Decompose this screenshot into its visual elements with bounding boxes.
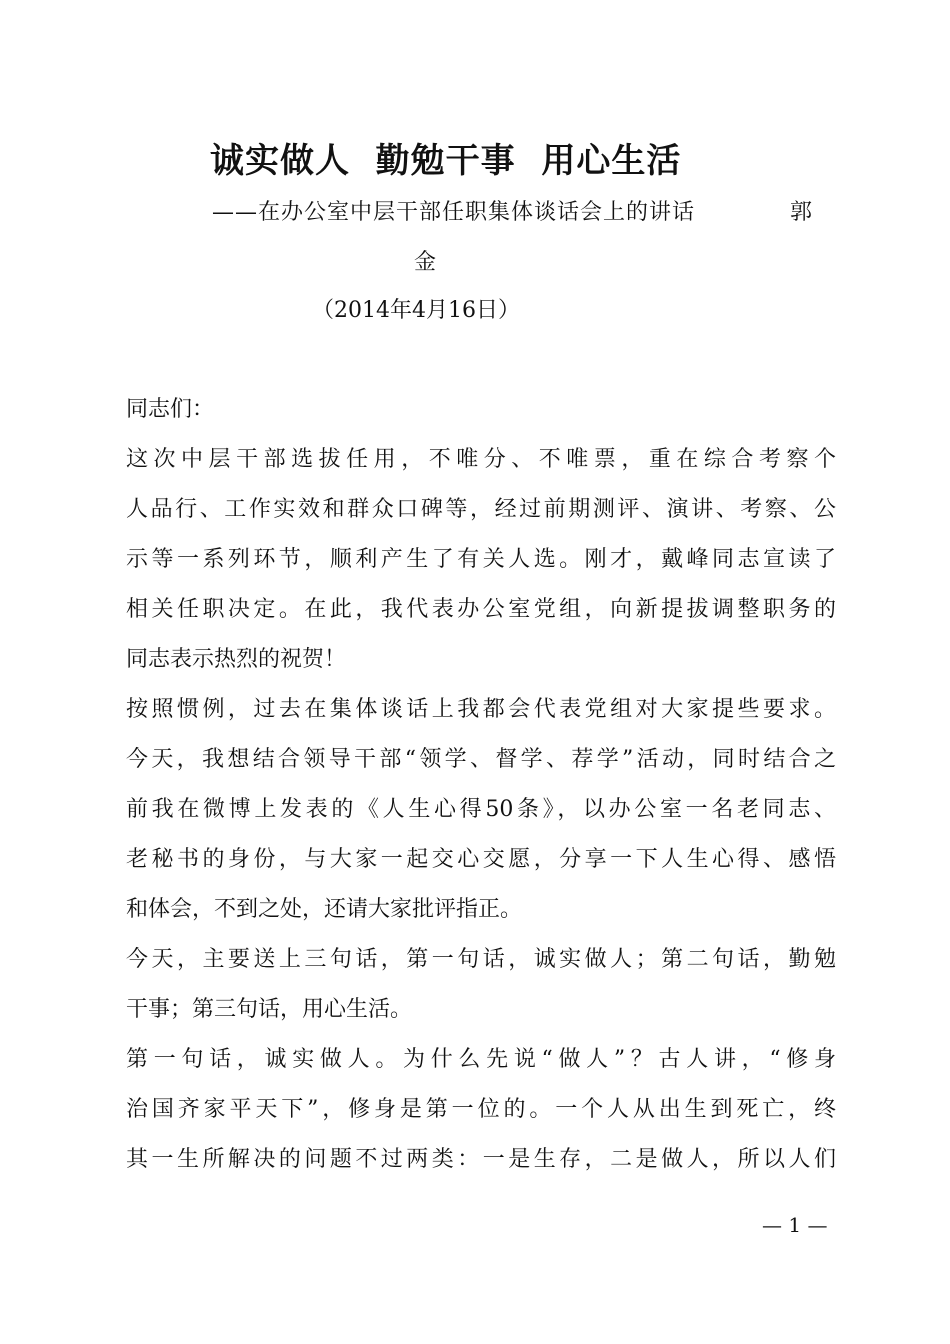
body-line: 这次中层干部选拔任用，不唯分、不唯票，重在综合考察个 bbox=[126, 447, 836, 472]
body-line: 和体会，不到之处，还请大家批评指正。 bbox=[126, 897, 523, 922]
body-line: 其一生所解决的问题不过两类：一是生存，二是做人，所以人们 bbox=[126, 1147, 836, 1172]
body-line: 第一句话，诚实做人。为什么先说“做人”？古人讲，“修身 bbox=[126, 1047, 836, 1072]
body-line: 前我在微博上发表的《人生心得50条》，以办公室一名老同志、 bbox=[126, 797, 836, 822]
body-line: 老秘书的身份，与大家一起交心交愿，分享一下人生心得、感悟 bbox=[126, 847, 836, 872]
speech-date: （2014年4月16日） bbox=[312, 298, 520, 323]
body-line: 今天，我想结合领导干部“领学、督学、荐学”活动，同时结合之 bbox=[126, 747, 836, 772]
body-line: 同志表示热烈的祝贺！ bbox=[126, 647, 347, 672]
body-line: 治国齐家平天下”，修身是第一位的。一个人从出生到死亡，终 bbox=[126, 1097, 836, 1122]
body-line: 相关任职决定。在此，我代表办公室党组，向新提拔调整职务的 bbox=[126, 597, 836, 622]
author-name-part-2: 金 bbox=[414, 250, 437, 275]
body-line: 按照惯例，过去在集体谈话上我都会代表党组对大家提些要求。 bbox=[126, 697, 836, 722]
body-line: 今天，主要送上三句话，第一句话，诚实做人；第二句话，勤勉 bbox=[126, 947, 836, 972]
body-line: 干事；第三句话，用心生活。 bbox=[126, 997, 413, 1022]
body-line: 人品行、工作实效和群众口碑等，经过前期测评、演讲、考察、公 bbox=[126, 497, 836, 522]
document-title: 诚实做人 勤勉干事 用心生活 bbox=[210, 141, 682, 181]
author-name-part-1: 郭 bbox=[790, 200, 813, 225]
page-number: — 1 — bbox=[762, 1213, 828, 1237]
document-subtitle: ——在办公室中层干部任职集体谈话会上的讲话 bbox=[212, 200, 696, 225]
body-line: 示等一系列环节，顺利产生了有关人选。刚才，戴峰同志宣读了 bbox=[126, 547, 836, 572]
greeting: 同志们： bbox=[126, 397, 215, 422]
